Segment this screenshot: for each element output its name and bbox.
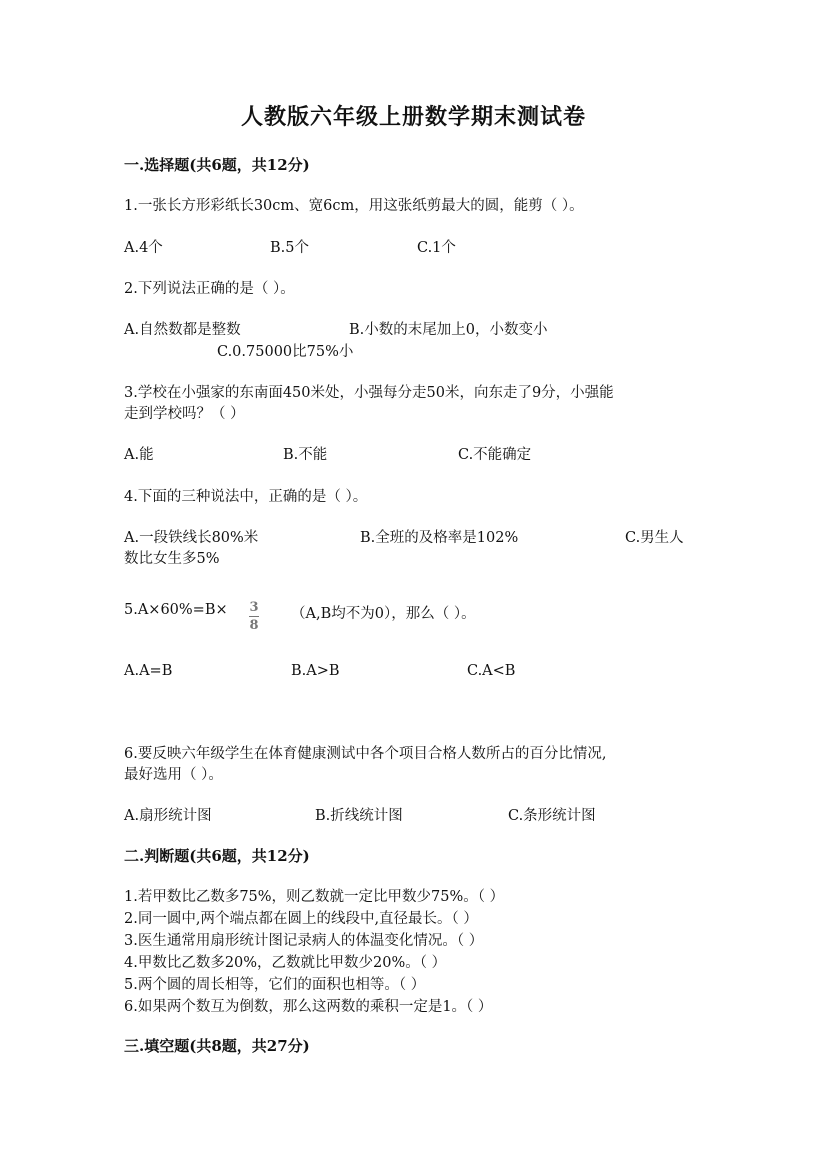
question-2-option-b: B.小数的末尾加上0，小数变小 bbox=[349, 322, 548, 338]
fraction-numerator: 3 bbox=[249, 600, 259, 615]
question-6-stem-line1: 6.要反映六年级学生在体育健康测试中各个项目合格人数所占的百分比情况, bbox=[124, 746, 607, 762]
question-2-option-a: A.自然数都是整数 bbox=[124, 322, 241, 338]
question-3-stem-line1: 3.学校在小强家的东南面450米处，小强每分走50米，向东走了9分，小强能 bbox=[124, 385, 614, 401]
question-5-option-b: B.A>B bbox=[291, 663, 340, 679]
question-6-option-c: C.条形统计图 bbox=[508, 808, 596, 824]
question-3-option-c: C.不能确定 bbox=[458, 447, 532, 463]
question-3-option-a: A.能 bbox=[124, 447, 154, 463]
question-5-option-c: C.A<B bbox=[467, 663, 516, 679]
question-4-option-c-line1: C.男生人 bbox=[625, 530, 684, 546]
question-4-stem: 4.下面的三种说法中，正确的是（ ）。 bbox=[124, 489, 368, 505]
question-2-stem: 2.下列说法正确的是（ ）。 bbox=[124, 281, 295, 297]
section-heading-fill-blank: 三.填空题(共8题，共27分) bbox=[124, 1037, 310, 1055]
question-5-stem-post: （A,B均不为0），那么（ ）。 bbox=[291, 606, 476, 622]
question-1-option-c: C.1个 bbox=[417, 240, 456, 256]
question-4-option-c-line2: 数比女生多5% bbox=[124, 551, 220, 567]
judgement-item: 2.同一圆中,两个端点都在圆上的线段中,直径最长。（ ） bbox=[124, 911, 478, 927]
question-1-stem: 1.一张长方形彩纸长30cm、宽6cm，用这张纸剪最大的圆，能剪（ ）。 bbox=[124, 198, 584, 214]
question-2-option-c: C.0.75000比75%小 bbox=[217, 344, 354, 360]
question-5-option-a: A.A=B bbox=[124, 663, 173, 679]
section-heading-judgement: 二.判断题(共6题，共12分) bbox=[124, 847, 310, 865]
question-5-fraction bbox=[249, 596, 259, 633]
judgement-item: 3.医生通常用扇形统计图记录病人的体温变化情况。（ ） bbox=[124, 933, 484, 949]
page-title: 人教版六年级上册数学期末测试卷 bbox=[240, 104, 586, 130]
section-heading-choice: 一.选择题(共6题，共12分) bbox=[124, 156, 310, 174]
question-5-stem-pre: 5.A×60%=B× bbox=[124, 602, 228, 618]
question-6-option-a: A.扇形统计图 bbox=[124, 808, 212, 824]
question-3-stem-line2: 走到学校吗？（ ） bbox=[124, 406, 245, 422]
question-4-option-b: B.全班的及格率是102% bbox=[360, 530, 519, 546]
question-1-option-a: A.4个 bbox=[124, 240, 163, 256]
judgement-item: 6.如果两个数互为倒数，那么这两数的乘积一定是1。（ ） bbox=[124, 999, 493, 1015]
question-6-stem-line2: 最好选用（ ）。 bbox=[124, 767, 223, 783]
fraction-bar bbox=[249, 616, 259, 617]
question-6-option-b: B.折线统计图 bbox=[315, 808, 403, 824]
question-4-option-a: A.一段铁线长80%米 bbox=[124, 530, 259, 546]
judgement-item: 1.若甲数比乙数多75%，则乙数就一定比甲数少75%。（ ） bbox=[124, 889, 505, 905]
question-1-option-b: B.5个 bbox=[270, 240, 309, 256]
fraction-denominator: 8 bbox=[249, 618, 259, 633]
judgement-item: 4.甲数比乙数多20%，乙数就比甲数少20%。（ ） bbox=[124, 955, 447, 971]
question-3-option-b: B.不能 bbox=[283, 447, 328, 463]
judgement-item: 5.两个圆的周长相等，它们的面积也相等。（ ） bbox=[124, 977, 426, 993]
